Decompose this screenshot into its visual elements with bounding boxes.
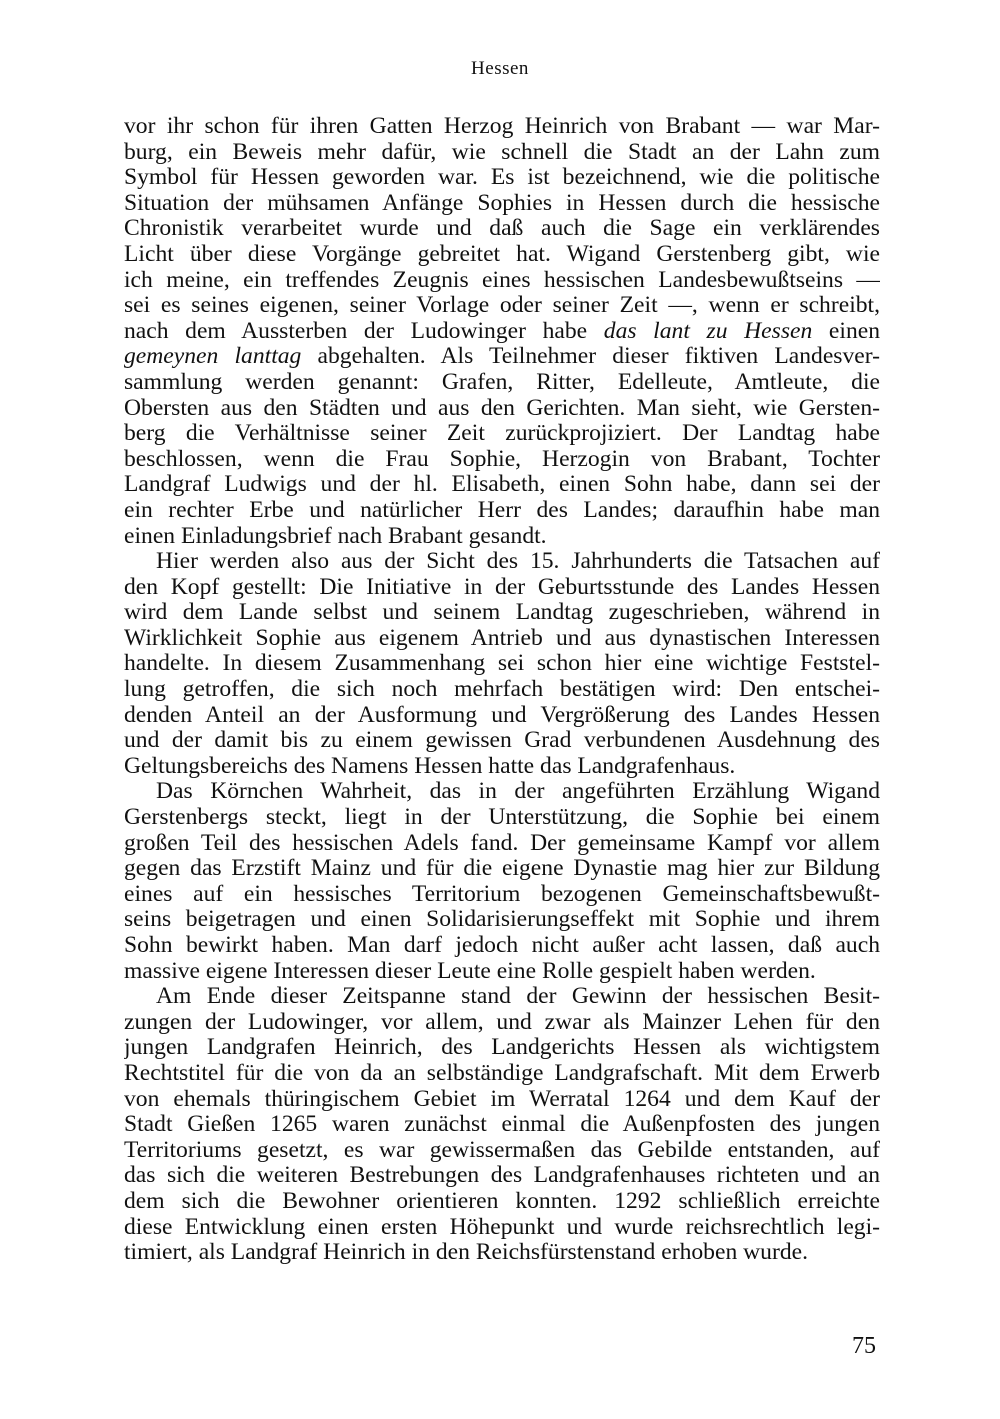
text-line: handelte. In diesem Zusammenhang sei schon hier eine wichtige Feststel- [124,651,880,677]
text-line: Rechtstitel für die von da an selbständige Landgrafschaft. Mit dem Erwerb [124,1060,880,1086]
text-line: Symbol für Hessen geworden war. Es ist bezeichnend, wie die politische [124,165,880,191]
body-text [124,114,880,1266]
text-line: ich meine, ein treffendes Zeugnis eines hessischen Landesbewußtseins — [124,267,880,293]
paragraph-1 [124,114,880,549]
text-line: dem sich die Bewohner orientieren konnten. 1292 schließlich erreichte [124,1188,880,1214]
text-run: abgehalten. Als Teilnehmer dieser fiktiven Landesver- [301,344,880,370]
paragraph-2 [124,549,880,779]
text-line: seins beigetragen und einen Solidarisierungseffekt mit Sophie und ihrem [124,907,880,933]
text-line: beschlossen, wenn die Frau Sophie, Herzogin von Brabant, Tochter [124,446,880,472]
text-line: gegen das Erzstift Mainz und für die eigene Dynastie mag hier zur Bildung [124,856,880,882]
text-line: Geltungsbereichs des Namens Hessen hatte das Landgrafenhaus. [124,753,736,779]
text-line: sei es seines eigenen, seiner Vorlage oder seiner Zeit —, wenn er schreibt, [124,293,880,319]
text-line: vor ihr schon für ihren Gatten Herzog Heinrich von Brabant — war Mar- [124,114,880,139]
text-line: Am Ende dieser Zeitspanne stand der Gewinn der hessischen Besit- [156,984,880,1010]
text-line: burg, ein Beweis mehr dafür, wie schnell die Stadt an der Lahn zum [124,139,880,165]
text-run: nach dem Aussterben der Ludowinger habe [124,318,604,344]
text-line: jungen Landgrafen Heinrich, des Landgerichts Hessen als wichtigstem [124,1035,880,1061]
text-line: ein rechter Erbe und natürlicher Herr des Landes; daraufhin habe man [124,497,880,523]
text-line: lung getroffen, die sich noch mehrfach bestätigen wird: Den entschei- [124,677,880,703]
italic-quote: das lant zu Hessen [603,318,813,344]
italic-quote: gemeynen lanttag [124,344,302,370]
text-line-with-italic [124,319,880,345]
text-run: einen [812,318,880,344]
text-line: großen Teil des hessischen Adels fand. Der gemeinsame Kampf vor allem [124,830,880,856]
text-line: Landgraf Ludwigs und der hl. Elisabeth, einen Sohn habe, dann sei der [124,472,880,498]
text-line: denden Anteil an der Ausformung und Vergrößerung des Landes Hessen [124,702,880,728]
text-line: eines auf ein hessisches Territorium bezogenen Gemeinschaftsbewußt- [124,881,880,907]
text-line: Das Körnchen Wahrheit, das in der angeführten Erzählung Wigand [156,779,880,805]
text-line: wird dem Lande selbst und seinem Landtag zugeschrieben, während in [124,600,880,626]
text-line: Sohn bewirkt haben. Man darf jedoch nicht außer acht lassen, daß auch [124,933,880,958]
text-line: Hier werden also aus der Sicht des 15. Jahrhunderts die Tatsachen auf [156,549,880,575]
text-line: von ehemals thüringischem Gebiet im Werratal 1264 und dem Kauf der [124,1086,880,1112]
text-line: einen Einladungsbrief nach Brabant gesandt. [124,523,547,549]
text-line-with-italic [124,344,880,370]
running-header: Hessen [471,58,529,79]
text-line: massive eigene Interessen dieser Leute eine Rolle gespielt haben werden. [124,958,816,984]
text-line: timiert, als Landgraf Heinrich in den Reichsfürstenstand erhoben wurde. [124,1240,808,1266]
text-line: das sich die weiteren Bestrebungen des Landgrafenhauses richteten und an [124,1163,880,1189]
text-line: diese Entwicklung einen ersten Höhepunkt und wurde reichsrechtlich legi- [124,1214,880,1240]
text-line: Wirklichkeit Sophie aus eigenem Antrieb und aus dynastischen Interessen [124,625,880,651]
text-line: Chronistik verarbeitet wurde und daß auch die Sage ein verklärendes [124,216,880,242]
text-line: Licht über diese Vorgänge gebreitet hat. Wigand Gerstenberg gibt, wie [124,241,880,267]
text-line: und der damit bis zu einem gewissen Grad verbundenen Ausdehnung des [124,728,880,754]
text-line: Situation der mühsamen Anfänge Sophies in Hessen durch die hessische [124,190,880,216]
text-line: zungen der Ludowinger, vor allem, und zwar als Mainzer Lehen für den [124,1009,880,1035]
text-line: berg die Verhältnisse seiner Zeit zurückprojiziert. Der Landtag habe [124,421,880,447]
paragraph-4 [124,984,880,1266]
text-line: Territoriums gesetzt, es war gewissermaßen das Gebilde entstanden, auf [124,1137,880,1163]
paragraph-3 [124,779,880,984]
text-line: Stadt Gießen 1265 waren zunächst einmal die Außenpfosten des jungen [124,1112,880,1138]
page-number: 75 [852,1333,876,1359]
text-line: Gerstenbergs steckt, liegt in der Unterstützung, die Sophie bei einem [124,805,880,831]
text-line: Obersten aus den Städten und aus den Gerichten. Man sieht, wie Gersten- [124,395,880,421]
text-line: sammlung werden genannt: Grafen, Ritter, Edelleute, Amtleute, die [124,369,880,395]
text-line: den Kopf gestellt: Die Initiative in der Geburtsstunde des Landes Hessen [124,574,880,600]
